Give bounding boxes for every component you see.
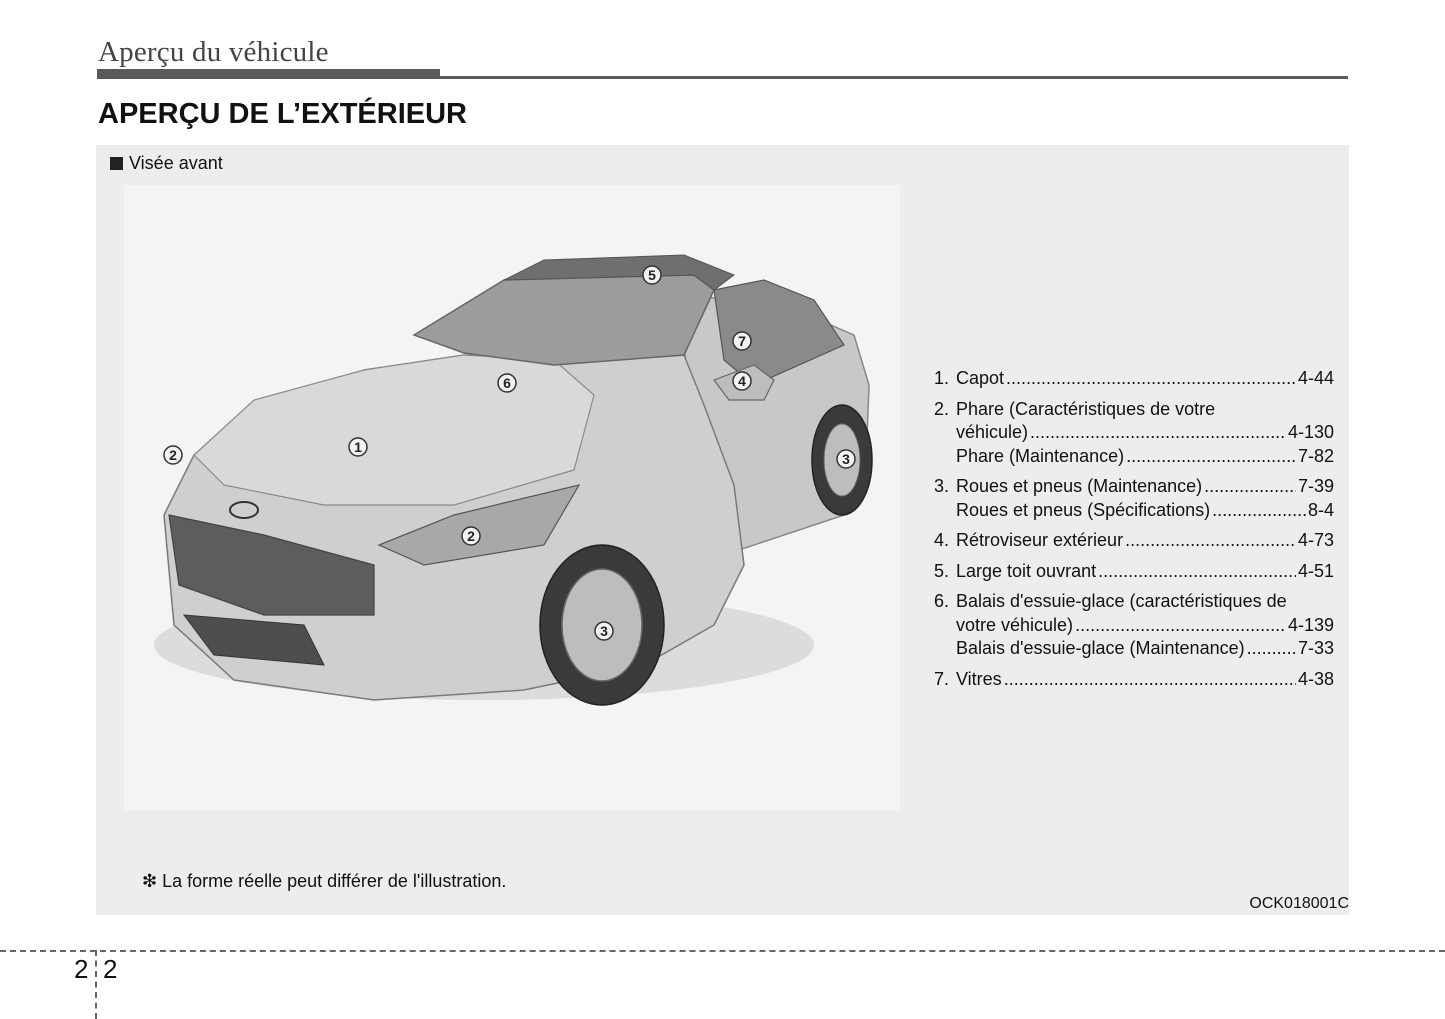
car-drawing	[124, 185, 900, 810]
legend-item-retroviseur: 4. Rétroviseur extérieur ..... 4-73	[934, 529, 1334, 553]
illustration-note: ❇ La forme réelle peut différer de l'illustration.	[142, 871, 507, 891]
section-header-title: Aperçu du véhicule	[98, 36, 329, 68]
legend-page-ref: 4-130	[1287, 422, 1334, 442]
page-number: 2	[103, 954, 118, 984]
callout-5	[643, 266, 661, 284]
svg-text:3: 3	[842, 451, 850, 467]
callout-3-front	[595, 622, 613, 640]
page-title: APERÇU DE L’EXTÉRIEUR	[98, 98, 467, 130]
figure-code: OCK018001C	[1249, 895, 1349, 912]
legend-item-roues: 3. Roues et pneus (Maintenance) ..... 7-39 Roues et pneus (Spécifications) ..... 8-4	[934, 475, 1334, 522]
svg-text:4: 4	[738, 373, 746, 389]
footer-dashed-divider	[95, 950, 97, 1019]
callout-2-left	[164, 446, 182, 464]
legend-page-ref: 8-4	[1307, 499, 1334, 520]
legend-item-toit: 5. Large toit ouvrant ..... 4-51	[934, 560, 1334, 584]
car-illustration	[124, 185, 900, 810]
callout-7	[733, 332, 751, 350]
callout-4	[733, 372, 751, 390]
legend-page-ref: 4-51	[1297, 560, 1334, 581]
svg-text:7: 7	[738, 333, 746, 349]
svg-text:1: 1	[354, 439, 362, 455]
legend-item-capot: 1. Capot ..... 4-44	[934, 367, 1334, 391]
car-windshield	[414, 275, 714, 365]
figure-panel	[96, 145, 1349, 915]
legend-page-ref: 4-38	[1297, 668, 1334, 689]
parts-legend	[934, 367, 1334, 698]
legend-page-ref: 4-73	[1297, 530, 1334, 550]
header-rule-thin	[440, 76, 1348, 79]
callout-6	[498, 374, 516, 392]
legend-page-ref: 7-33	[1297, 638, 1334, 658]
svg-text:2: 2	[169, 447, 177, 463]
svg-text:2: 2	[467, 528, 475, 544]
svg-text:3: 3	[600, 623, 608, 639]
legend-page-ref: 4-44	[1297, 368, 1334, 388]
svg-text:6: 6	[503, 375, 511, 391]
callout-2-right	[462, 527, 480, 545]
callout-1	[349, 438, 367, 456]
view-label	[110, 153, 223, 174]
legend-page-ref: 7-39	[1297, 476, 1334, 496]
callout-3-rear	[837, 450, 855, 468]
page-number-chapter: 2	[74, 954, 89, 984]
footer-dashed-rule	[0, 950, 1445, 952]
svg-text:5: 5	[648, 267, 656, 283]
header-rule-thick	[97, 69, 440, 79]
legend-item-vitres: 7. Vitres ..... 4-38	[934, 668, 1334, 692]
legend-item-phare: 2. Phare (Caractéristiques de votre véhicule) ..... 4-130 Phare (Maintenance) ..... 7-82	[934, 398, 1334, 469]
square-bullet-icon	[110, 157, 123, 170]
legend-item-balais: 6. Balais d'essuie-glace (caractéristiques de votre véhicule) ..... 4-139 Balais d'essuie-glace (Maintenance) ..... 7-33	[934, 590, 1334, 661]
view-label-text: Visée avant	[129, 153, 223, 173]
legend-page-ref: 7-82	[1297, 445, 1334, 466]
legend-page-ref: 4-139	[1287, 614, 1334, 635]
